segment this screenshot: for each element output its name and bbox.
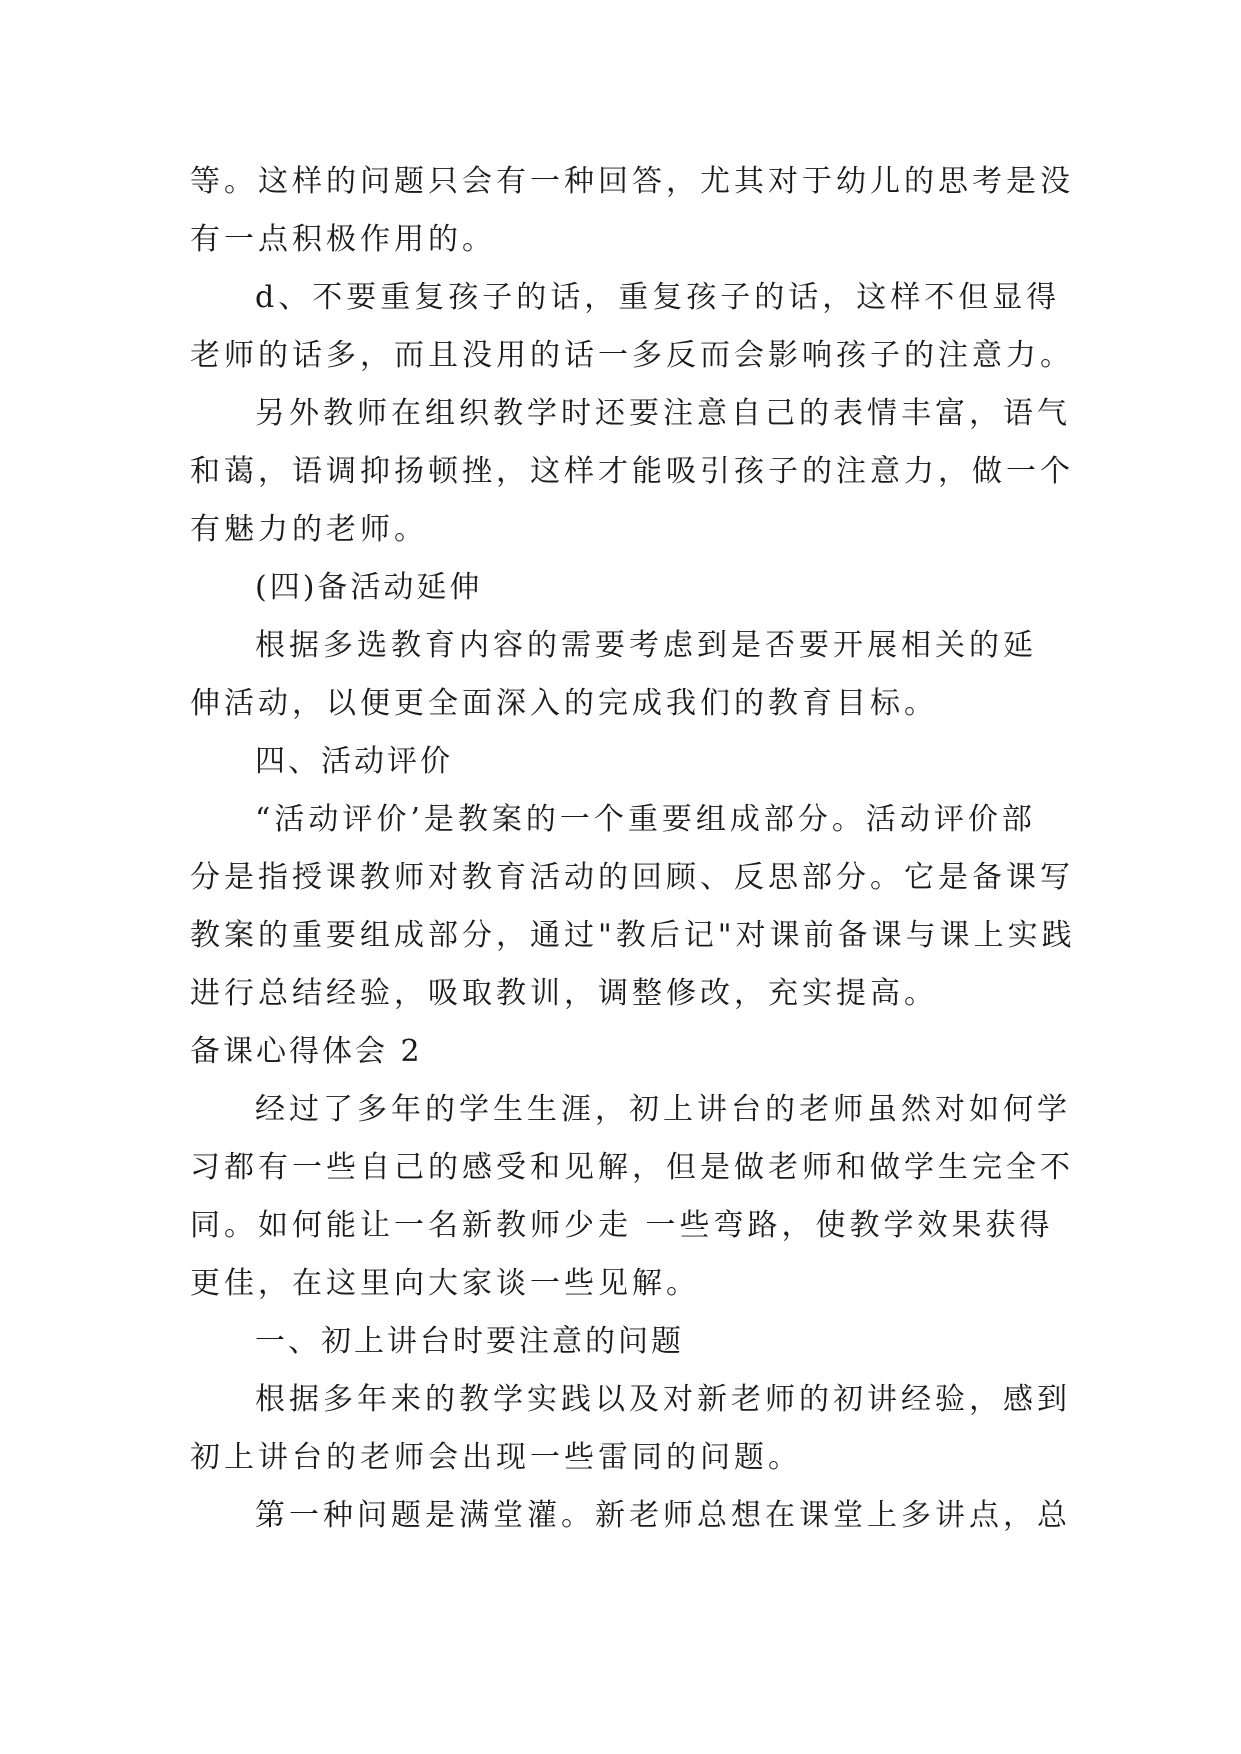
text-line-19: 同。如何能让一名新教师少走 一些弯路，使教学效果获得 (190, 1208, 1054, 1243)
text-line-23: 初上讲台的老师会出现一些雷同的问题。 (190, 1440, 802, 1475)
text-line-3: d、不要重复孩子的话，重复孩子的话，这样不但显得 (255, 280, 1061, 315)
text-line-14: 教案的重要组成部分，通过"教后记"对课前备课与课上实践 (190, 918, 1076, 953)
text-line-2: 有一点积极作用的。 (190, 222, 496, 257)
text-line-4: 老师的话多，而且没用的话一多反而会影响孩子的注意力。 (190, 338, 1074, 373)
text-line-22: 根据多年来的教学实践以及对新老师的初讲经验，感到 (255, 1382, 1071, 1417)
text-line-7: 有魅力的老师。 (190, 512, 428, 547)
text-line-13: 分是指授课教师对教育活动的回顾、反思部分。它是备课写 (190, 860, 1074, 895)
text-line-6: 和蔼，语调抑扬顿挫，这样才能吸引孩子的注意力，做一个 (190, 454, 1074, 489)
section-heading-activity-evaluation: 四、活动评价 (255, 744, 453, 779)
article-title-2: 备课心得体会 2 (190, 1034, 423, 1069)
text-line-9: 根据多选教育内容的需要考虑到是否要开展相关的延 (255, 628, 1037, 663)
text-line-1: 等。这样的问题只会有一种回答，尤其对于幼儿的思考是没 (190, 164, 1074, 199)
text-line-10: 伸活动，以便更全面深入的完成我们的教育目标。 (190, 686, 938, 721)
text-line-15: 进行总结经验，吸取教训，调整修改，充实提高。 (190, 976, 938, 1011)
section-heading-activity-extension: (四)备活动延伸 (255, 570, 483, 605)
text-line-20: 更佳，在这里向大家谈一些见解。 (190, 1266, 700, 1301)
text-line-17: 经过了多年的学生生涯，初上讲台的老师虽然对如何学 (255, 1092, 1071, 1127)
text-line-18: 习都有一些自己的感受和见解，但是做老师和做学生完全不 (190, 1150, 1074, 1185)
text-line-5: 另外教师在组织教学时还要注意自己的表情丰富，语气 (255, 396, 1071, 431)
section-heading-first-lecture: 一、初上讲台时要注意的问题 (255, 1324, 684, 1359)
text-line-24: 第一种问题是满堂灌。新老师总想在课堂上多讲点，总 (255, 1498, 1071, 1533)
text-line-12: “活动评价’是教案的一个重要组成部分。活动评价部 (255, 802, 1036, 837)
document-body (190, 153, 1076, 1545)
